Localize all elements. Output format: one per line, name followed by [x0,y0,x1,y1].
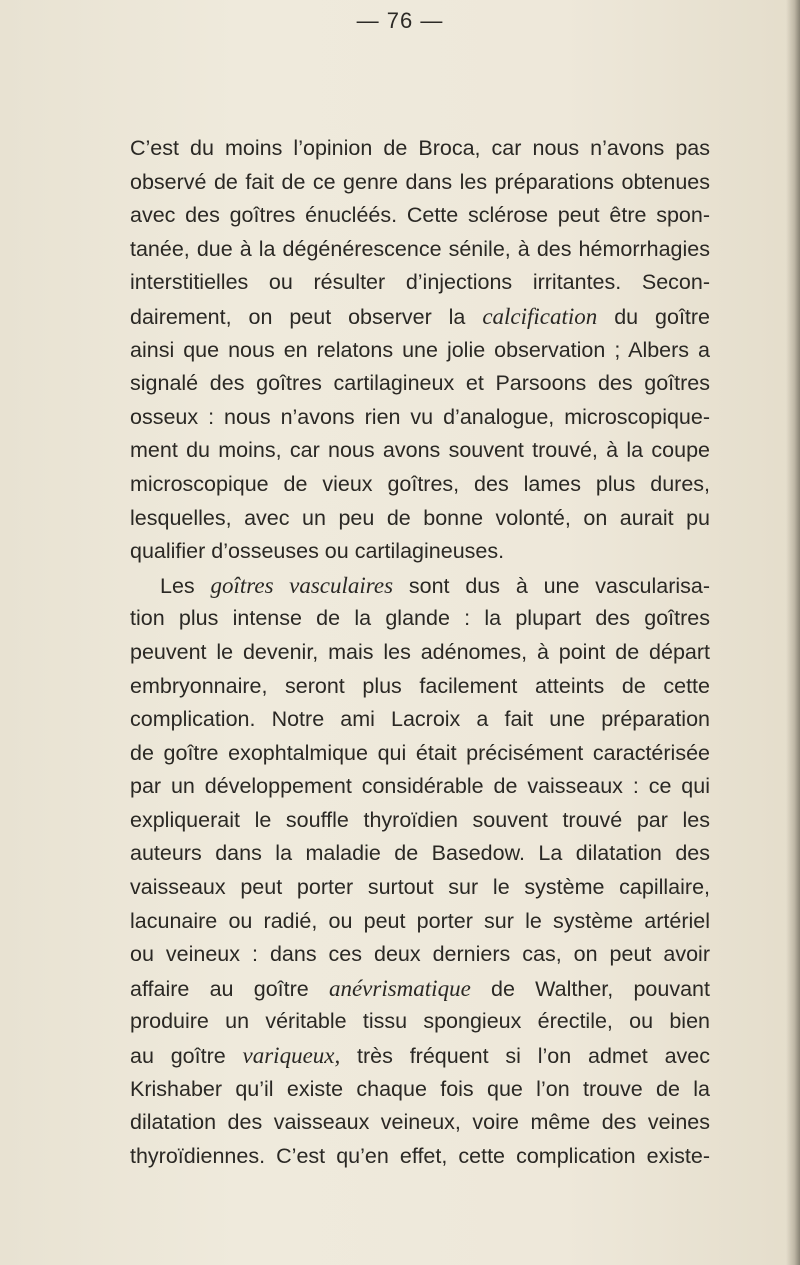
text-segment: avec des goîtres énucléés. Cette sclérose peut être spon- [130,203,710,228]
text-segment: C’est du moins l’opinion de Broca, car nous n’avons pas [130,136,710,160]
text-line [130,334,710,368]
text-segment: signalé des goîtres cartilagineux et Parsoons des goîtres [130,371,710,396]
text-segment: vaisseaux peut porter surtout sur le système capillaire, [130,875,710,900]
page-number: — 76 — [356,8,444,33]
text-segment: interstitielles ou résulter d’injections irritantes. Secon- [130,270,710,295]
text-segment: observé de fait de ce genre dans les préparations obtenues [130,169,710,194]
text-line [130,199,710,233]
text-segment: thyroïdiennes. C’est qu’en effet, cette complication existe- [130,1143,710,1168]
text-segment: expliquerait le souffle thyroïdien souvent trouvé par les [130,807,710,832]
text-segment: auteurs dans la maladie de Basedow. La dilatation des [130,841,710,866]
text-line [130,602,710,636]
text-line [130,938,710,972]
text-segment: très fréquent si l’on admet avec [340,1044,710,1069]
text-segment: embryonnaire, seront plus facilement atteints de cette [130,673,710,698]
text-segment: sont dus à une vascularisa- [393,573,710,598]
text-segment: produire un véritable tissu spongieux érectile, ou bien [130,1009,710,1034]
text-line [130,166,710,200]
page-edge-shadow [786,0,800,1265]
text-segment: peuvent le devenir, mais les adénomes, à point de départ [130,639,710,664]
text-segment: complication. Notre ami Lacroix a fait une préparation [130,707,710,732]
text-line [130,703,710,737]
text-segment: lacunaire ou radié, ou peut porter sur le système artériel [130,908,710,933]
text-line [130,401,710,435]
italic-term: calcification [482,303,598,329]
text-segment: dairement, on peut observer la [130,304,483,329]
italic-term: anévrismatique [328,975,471,1001]
text-segment: qualifier d’osseuses ou cartilagineuses. [130,539,505,564]
text-line [130,837,710,871]
text-line [130,367,710,401]
text-segment: dilatation des vaisseaux veineux, voire même des veines [130,1110,710,1135]
body-text [130,132,710,1173]
text-segment: Krishaber qu’il existe chaque fois que l’on trouve de la [130,1076,710,1101]
text-line [130,434,710,468]
italic-term: variqueux, [242,1043,341,1069]
text-line [130,1005,710,1039]
text-segment: par un développement considérable de vaisseaux : ce qui [130,774,710,799]
text-segment: ment du moins, car nous avons souvent trouvé, à la coupe [130,438,710,463]
text-line [130,502,710,536]
text-line [130,972,710,1006]
text-line [130,636,710,670]
text-line [130,300,710,334]
text-segment: affaire au goître [130,976,329,1001]
text-line [130,468,710,502]
text-line [130,1039,710,1073]
text-segment: osseux : nous n’avons rien vu d’analogue, microscopique- [130,404,710,429]
text-segment: de Walther, pouvant [470,976,710,1001]
text-line [130,905,710,939]
text-segment: lesquelles, avec un peu de bonne volonté, on aurait pu [130,505,710,530]
text-line [130,266,710,300]
text-line [130,1140,710,1174]
text-line [130,132,710,166]
text-segment: ou veineux : dans ces deux derniers cas, on peut avoir [130,942,710,967]
text-segment: Les [160,573,211,598]
text-line [130,871,710,905]
text-line [130,1106,710,1140]
text-segment: microscopique de vieux goîtres, des lames plus dures, [130,471,710,496]
text-line [130,535,710,569]
text-segment: ainsi que nous en relatons une jolie observation ; Albers a [130,337,710,362]
text-segment: de goître exophtalmique qui était précisément caractérisée [130,740,710,765]
text-line [130,233,710,267]
text-line [130,1073,710,1107]
text-segment: tion plus intense de la glande : la plupart des goîtres [130,606,710,631]
text-segment: tanée, due à la dégénérescence sénile, à des hémorrhagies [130,236,710,261]
text-segment: du goître [597,304,711,329]
text-line [130,569,710,603]
text-line [130,804,710,838]
text-segment: au goître [130,1044,243,1069]
text-line [130,770,710,804]
text-line [130,670,710,704]
text-line [130,737,710,771]
italic-term: goîtres vasculaires [210,572,394,598]
